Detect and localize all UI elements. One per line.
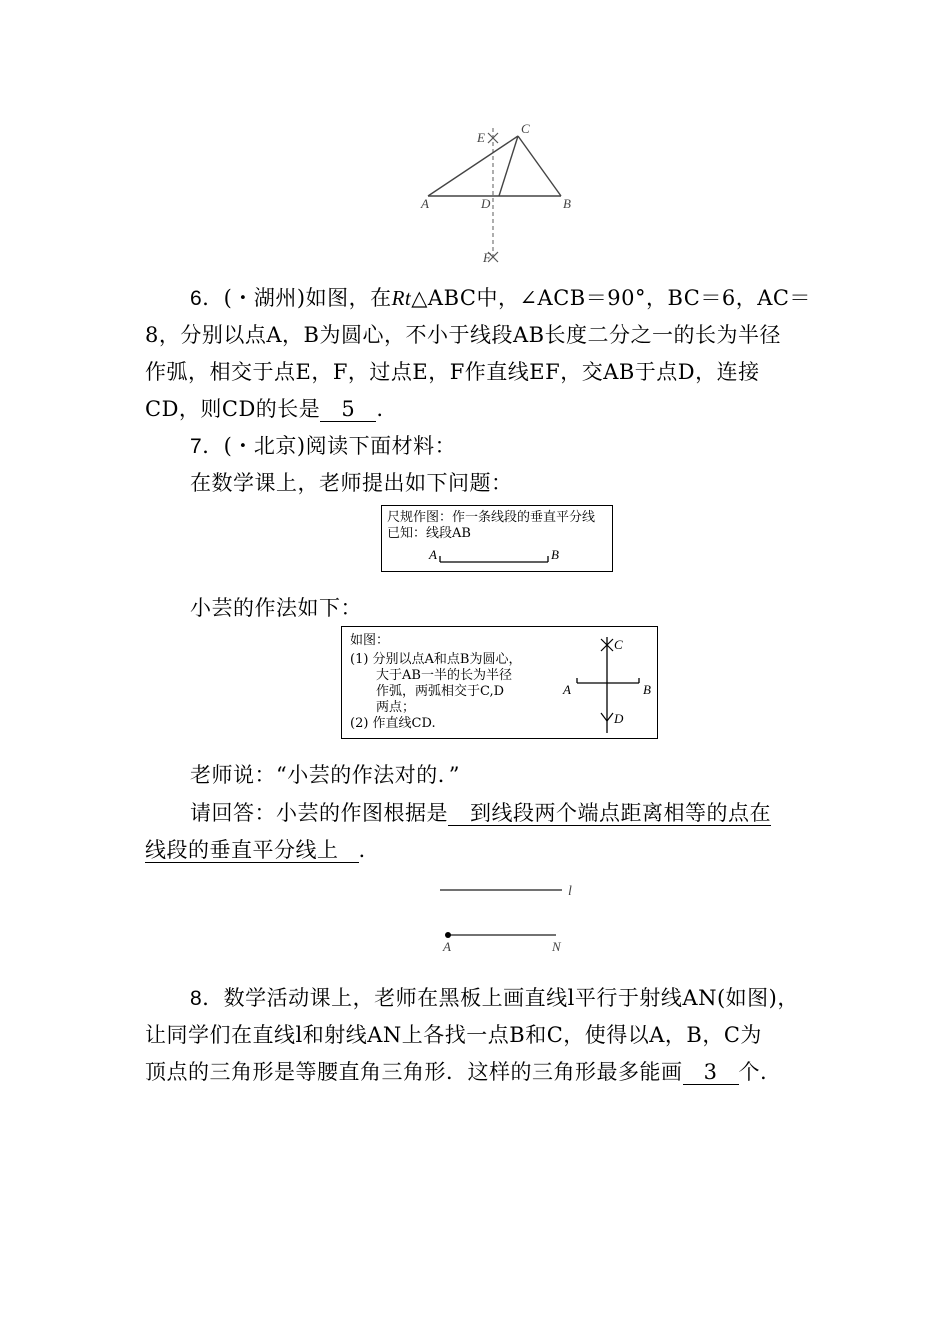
q6-line-1 xyxy=(190,280,811,317)
parallel-line-figure xyxy=(430,876,580,956)
box2-label-d: D xyxy=(614,711,624,726)
q8-line-3 xyxy=(145,1054,767,1090)
q8-number: 8 xyxy=(190,987,203,1010)
label-c: C xyxy=(521,121,530,136)
q7-teacher: 老师说：“小芸的作法对的．” xyxy=(190,763,460,787)
q7-answer-line-2 xyxy=(145,832,366,868)
arc-mark-e xyxy=(488,133,498,143)
q7-question: 请回答：小芸的作图根据是 xyxy=(190,801,448,825)
q6-end: . xyxy=(376,397,384,421)
problem-line-2: 已知：线段AB xyxy=(387,526,471,541)
q8-text-3: 顶点的三角形是等腰直角三角形．这样的三角形最多能画 xyxy=(145,1060,683,1084)
q7-title xyxy=(190,428,456,465)
q6-line-2: 8，分别以点A，B为圆心，不小于线段AB长度二分之一的长为半径 xyxy=(145,323,782,347)
segment-ac xyxy=(428,136,518,196)
box2-label-c: C xyxy=(614,637,623,652)
q7-title-text: ．(・北京)阅读下面材料： xyxy=(202,434,457,458)
box1-label-b: B xyxy=(551,547,559,562)
triangle-figure xyxy=(415,118,585,270)
box2-label-b: B xyxy=(643,682,651,697)
segment-ab-figure xyxy=(426,544,566,568)
label-n: N xyxy=(552,939,561,954)
label-d: D xyxy=(481,196,491,211)
q8-text-1: ．数学活动课上，老师在黑板上画直线l平行于射线AN(如图)， xyxy=(202,986,799,1010)
label-l: l xyxy=(568,884,572,899)
label-a: A xyxy=(421,196,429,211)
q7-answer-part2: 线段的垂直平分线上 xyxy=(145,838,359,863)
method-line-3: 大于AB一半的长为半径 xyxy=(376,668,512,683)
bisector-figure xyxy=(557,633,657,737)
segment-cd xyxy=(499,136,518,196)
q6-rt: Rt xyxy=(391,286,412,310)
problem-box xyxy=(381,505,613,572)
q7-question-line xyxy=(190,795,771,831)
label-b: B xyxy=(563,196,571,211)
fig3-label-a: A xyxy=(443,939,451,954)
method-line-6: (2) 作直线CD. xyxy=(350,716,436,731)
q7-method-intro: 小芸的作法如下： xyxy=(190,596,362,620)
q8-end: 个. xyxy=(738,1060,768,1084)
q6-answer-blank: 5 xyxy=(320,397,376,422)
q7-end: . xyxy=(358,838,366,862)
q8-answer-blank: 3 xyxy=(683,1060,739,1085)
label-f: F xyxy=(483,250,491,265)
q8-line-1 xyxy=(190,980,799,1017)
problem-line-1: 尺规作图：作一条线段的垂直平分线 xyxy=(387,510,596,525)
q6-line-4 xyxy=(145,391,384,427)
q7-number: 7 xyxy=(190,435,203,458)
q6-text-4: CD，则CD的长是 xyxy=(145,397,321,421)
q6-line-3: 作弧，相交于点E，F，过点E，F作直线EF，交AB于点D，连接 xyxy=(145,360,760,384)
q6-text-1b: △ABC中，∠ACB＝90°，BC＝6，AC＝ xyxy=(411,286,811,310)
segment-cb xyxy=(518,136,561,196)
label-e: E xyxy=(477,130,485,145)
q7-answer-part1: 到线段两个端点距离相等的点在 xyxy=(448,801,771,826)
method-line-4: 作弧，两弧相交于C,D xyxy=(376,684,505,699)
q6-text-1a: ．(・湖州)如图，在 xyxy=(202,286,392,310)
point-a xyxy=(445,932,451,938)
method-line-2: (1) 分别以点A和点B为圆心， xyxy=(350,652,522,667)
box1-label-a: A xyxy=(429,547,437,562)
method-line-1: 如图： xyxy=(350,633,390,648)
q8-line-2: 让同学们在直线l和射线AN上各找一点B和C，使得以A，B，C为 xyxy=(145,1023,762,1047)
method-line-5: 两点； xyxy=(376,700,416,715)
method-box xyxy=(341,626,658,739)
q6-number: 6 xyxy=(190,287,203,310)
q7-intro: 在数学课上，老师提出如下问题： xyxy=(190,471,513,495)
box2-label-a: A xyxy=(563,682,571,697)
